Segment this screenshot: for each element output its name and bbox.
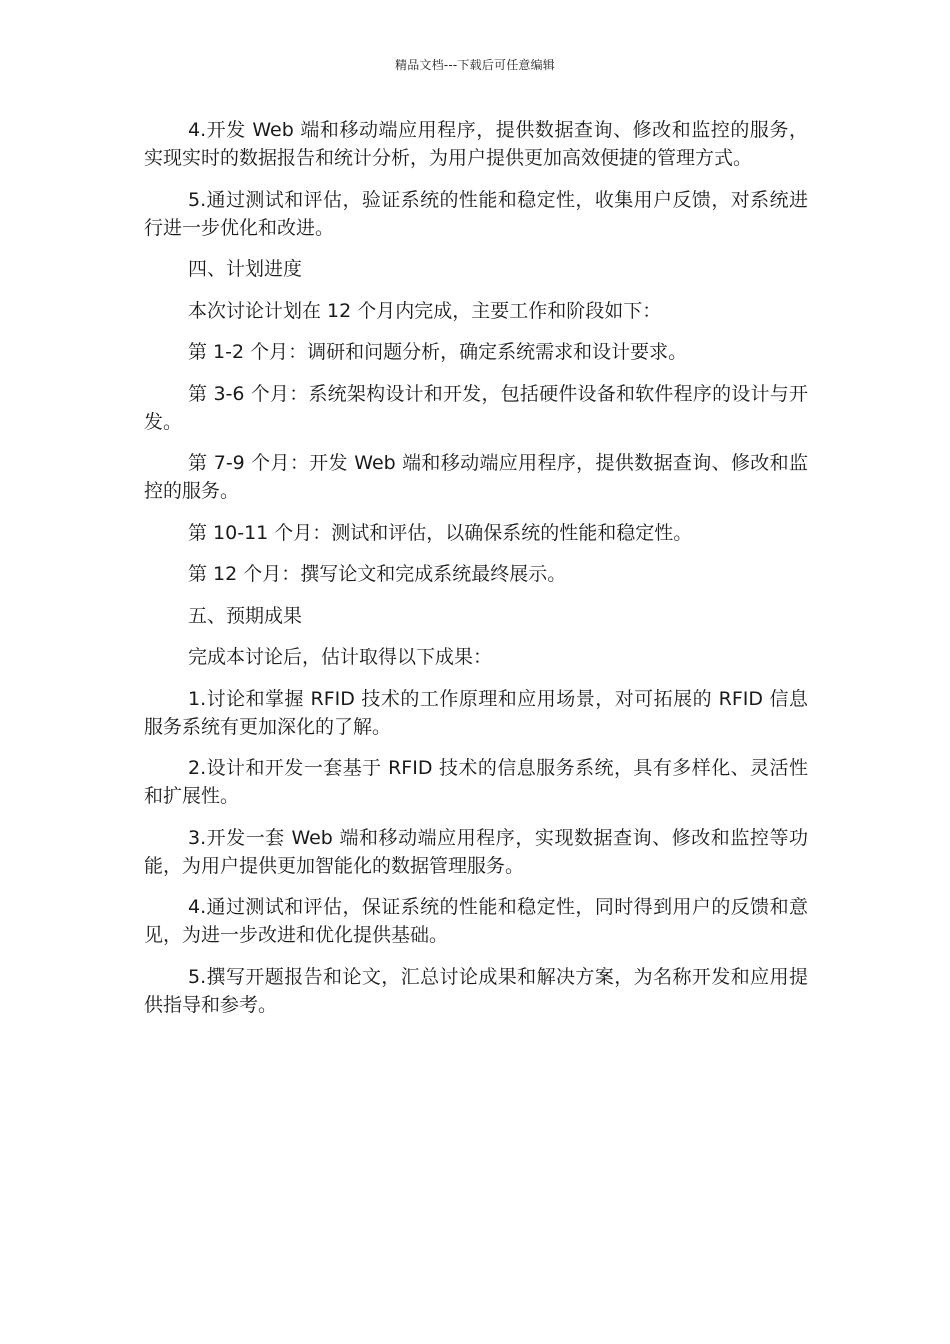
paragraph-schedule-intro: 本次讨论计划在 12 个月内完成，主要工作和阶段如下： — [188, 299, 662, 322]
paragraph-results-intro: 完成本讨论后，估计取得以下成果： — [188, 646, 493, 668]
page-header: 精品文档---下载后可任意编辑 — [395, 58, 555, 72]
schedule-item-month-3-6: 第 3-6 个月：系统架构设计和开发，包括硬件设备和软件程序的设计与开发。 — [144, 382, 808, 433]
result-item-3: 3.开发一套 Web 端和移动端应用程序，实现数据查询、修改和监控等功能，为用户提供更加智能化的数据管理服务。 — [144, 826, 808, 877]
document-body — [144, 116, 808, 1032]
section-heading-schedule: 四、计划进度 — [188, 258, 303, 280]
result-item-2: 2.设计和开发一套基于 RFID 技术的信息服务系统，具有多样化、灵活性和扩展性。 — [144, 757, 808, 807]
result-item-4: 4.通过测试和评估，保证系统的性能和稳定性，同时得到用户的反馈和意见，为进一步改进和优化提供基础。 — [144, 896, 808, 946]
result-item-5: 5.撰写开题报告和论文，汇总讨论成果和解决方案，为名称开发和应用提供指导和参考。 — [144, 965, 808, 1016]
paragraph-item-4-develop-apps: 4.开发 Web 端和移动端应用程序，提供数据查询、修改和监控的服务，实现实时的数据报告和统计分析，为用户提供更加高效便捷的管理方式。 — [144, 119, 808, 169]
schedule-item-month-7-9: 第 7-9 个月：开发 Web 端和移动端应用程序，提供数据查询、修改和监控的服务。 — [144, 452, 808, 502]
schedule-item-month-1-2: 第 1-2 个月：调研和问题分析，确定系统需求和设计要求。 — [188, 341, 688, 363]
paragraph-item-5-testing: 5.通过测试和评估，验证系统的性能和稳定性，收集用户反馈，对系统进行进一步优化和改进。 — [144, 188, 808, 239]
schedule-item-month-10-11: 第 10-11 个月：测试和评估，以确保系统的性能和稳定性。 — [188, 521, 693, 544]
result-item-1: 1.讨论和掌握 RFID 技术的工作原理和应用场景，对可拓展的 RFID 信息服务系统有更加深化的了解。 — [144, 687, 808, 738]
schedule-item-month-12: 第 12 个月：撰写论文和完成系统最终展示。 — [188, 563, 567, 585]
section-heading-expected-results: 五、预期成果 — [188, 604, 303, 627]
